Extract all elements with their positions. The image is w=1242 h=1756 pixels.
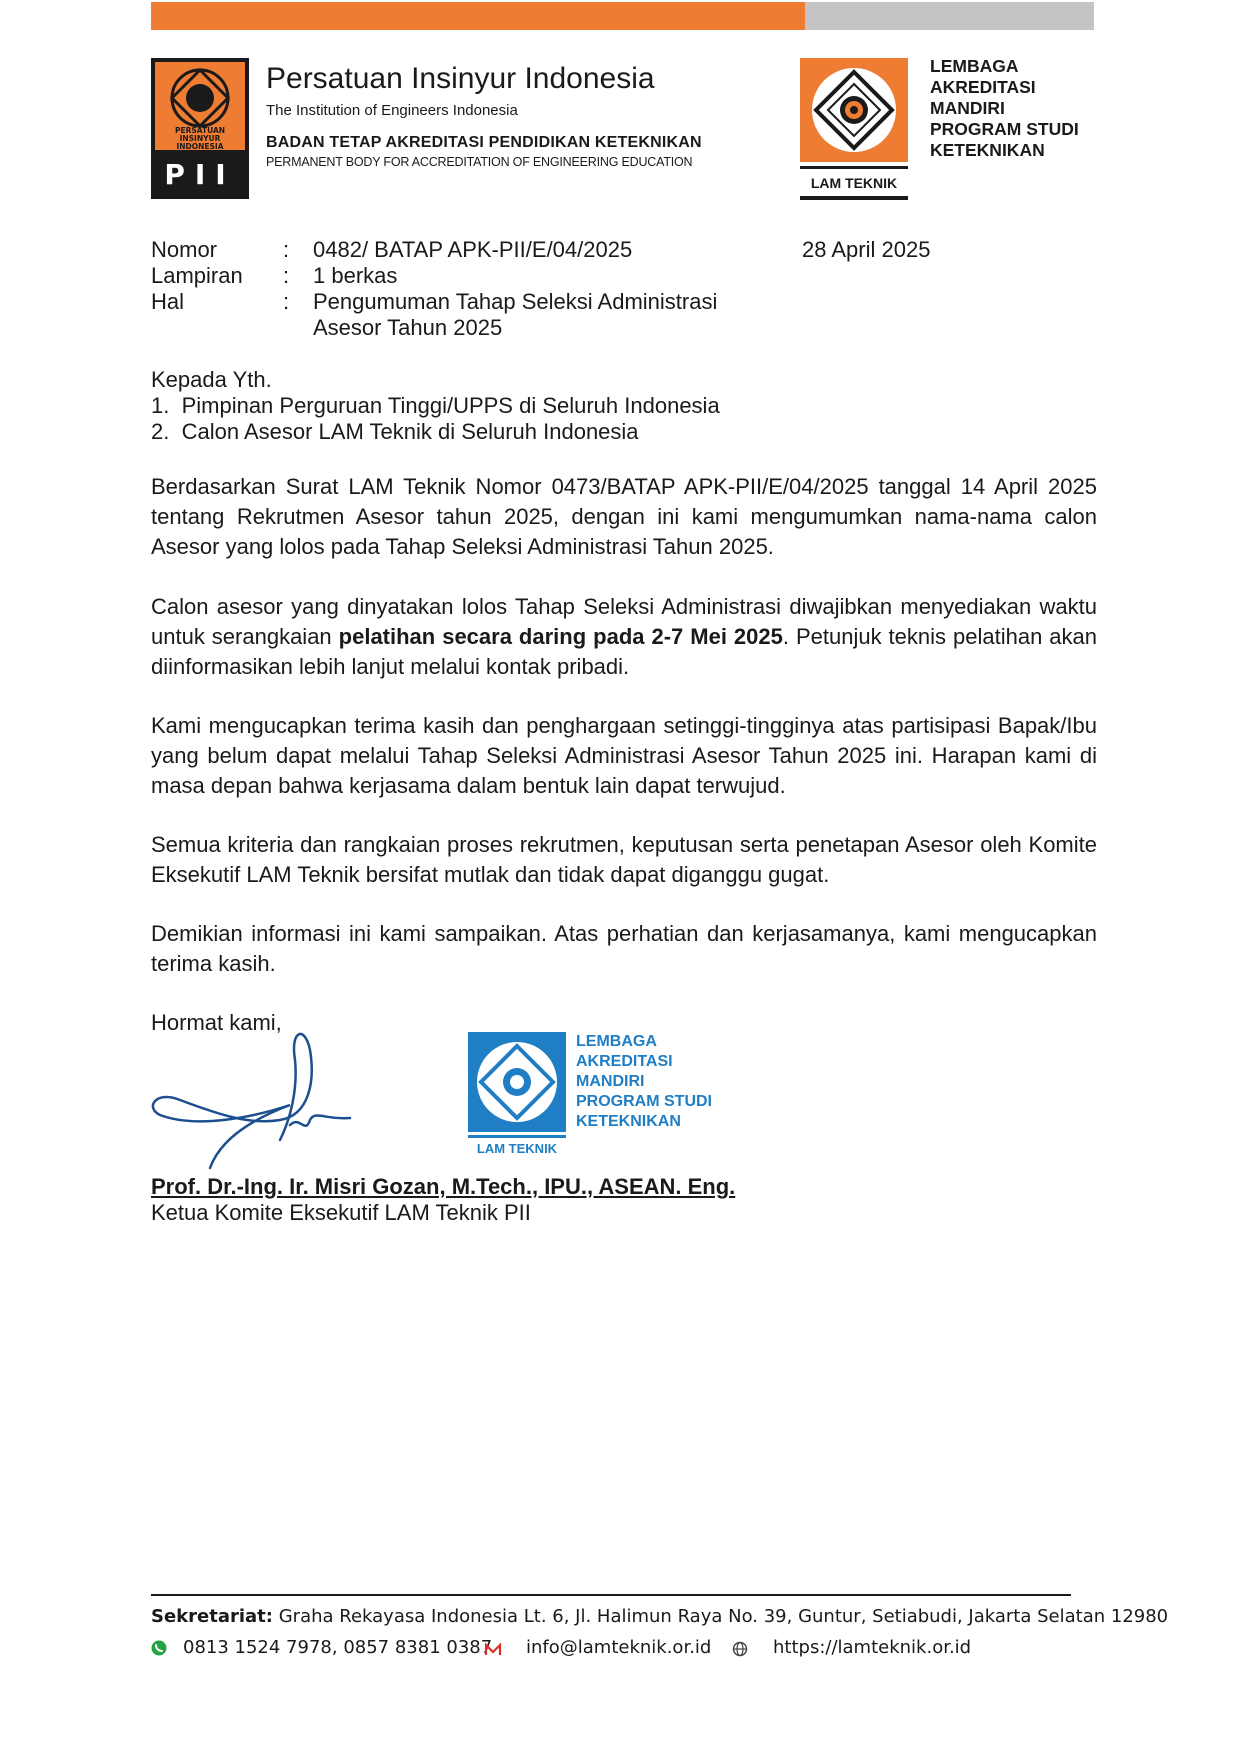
globe-icon [732, 1641, 748, 1657]
lam-name-line: PROGRAM STUDI [930, 119, 1079, 139]
signatory-name: Prof. Dr.-Ing. Ir. Misri Gozan, M.Tech., IPU., ASEAN. Eng. [151, 1174, 736, 1199]
footer-email[interactable]: info@lamteknik.or.id [526, 1637, 712, 1658]
stamp-line: MANDIRI [576, 1073, 645, 1090]
pii-logo-graphic [151, 58, 249, 199]
body-name-en: PERMANENT BODY FOR ACCREDITATION OF ENGINEERING EDUCATION [266, 155, 693, 169]
lam-name [930, 56, 1079, 161]
pii-logo-line-3: INDONESIA [176, 142, 224, 151]
lampiran-colon: : [283, 263, 290, 288]
footer-phone: 0813 1524 7978, 0857 8381 0387 [183, 1637, 493, 1658]
email-icon [484, 1642, 502, 1656]
pii-logo-acronym: PII [164, 158, 236, 191]
hal-label: Hal [151, 289, 185, 314]
header-bar-orange [151, 2, 805, 30]
lam-name-line: LEMBAGA [930, 56, 1019, 76]
pii-logo-line-1: PERSATUAN [174, 126, 226, 135]
hal-colon: : [283, 289, 290, 314]
body-paragraph-2-start: Calon asesor yang dinyatakan lolos Tahap Seleksi Administrasi diwajibkan menyediakan waktu untuk serangkaian [151, 594, 1097, 649]
body-paragraph-3: Kami mengucapkan terima kasih dan penghargaan setinggi-tingginya atas partisipasi Bapak/Ibu yang belum dapat melalui Tahap Seleksi Administrasi Asesor Tahun 2025 ini. Harapan kami di masa depan bahwa kerjasama dalam bentuk lain dapat terwujud. [151, 713, 1097, 798]
closing: Hormat kami, [151, 1010, 282, 1035]
stamp-line: PROGRAM STUDI [576, 1093, 712, 1110]
handwritten-signature [140, 1020, 380, 1170]
footer-address-text: Graha Rekayasa Indonesia Lt. 6, Jl. Halimun Raya No. 39, Guntur, Setiabudi, Jakarta Selatan 12980 [278, 1606, 1169, 1627]
body-paragraph-1: Berdasarkan Surat LAM Teknik Nomor 0473/BATAP APK-PII/E/04/2025 tanggal 14 April 2025 tentang Rekrutmen Asesor tahun 2025, dengan ini kami mengumumkan nama-nama calon Asesor yang lolos pada Tahap Seleksi Administrasi Tahun 2025. [151, 474, 1097, 559]
org-name: Persatuan Insinyur Indonesia [266, 62, 655, 95]
lam-name-line: KETEKNIKAN [930, 140, 1045, 160]
lam-name-line: AKREDITASI [930, 77, 1036, 97]
whatsapp-icon [151, 1640, 167, 1656]
footer-website[interactable]: https://lamteknik.or.id [773, 1637, 972, 1658]
pii-logo-line-2: INSINYUR [179, 134, 221, 143]
body-paragraph-2 [151, 592, 1097, 682]
lam-logo-graphic [800, 58, 910, 200]
lampiran-label: Lampiran [151, 263, 243, 288]
recipient-greeting: Kepada Yth. [151, 367, 272, 392]
training-date-highlight: pelatihan secara daring pada 2-7 Mei 2025 [338, 624, 783, 649]
stamp-line: KETEKNIKAN [576, 1113, 681, 1130]
nomor-label: Nomor [151, 237, 218, 262]
body-name: BADAN TETAP AKREDITASI PENDIDIKAN KETEKNIKAN [266, 134, 702, 151]
lam-stamp [462, 1030, 732, 1160]
footer-address [151, 1606, 1168, 1627]
signatory-title: Ketua Komite Eksekutif LAM Teknik PII [151, 1200, 531, 1225]
letter-date: 28 April 2025 [802, 237, 931, 262]
nomor-colon: : [283, 237, 290, 262]
hal-value-line2: Asesor Tahun 2025 [313, 315, 503, 340]
recipient-item: 2. Calon Asesor LAM Teknik di Seluruh Indonesia [151, 419, 639, 444]
org-name-en: The Institution of Engineers Indonesia [266, 102, 518, 119]
lam-logo-label: LAM TEKNIK [810, 175, 898, 191]
pii-logo [151, 58, 249, 199]
nomor-value: 0482/ BATAP APK-PII/E/04/2025 [313, 237, 633, 262]
lampiran-value: 1 berkas [313, 263, 398, 288]
stamp-graphic [462, 1030, 732, 1160]
body-paragraph-5: Demikian informasi ini kami sampaikan. Atas perhatian dan kerjasamanya, kami mengucapkan terima kasih. [151, 921, 1097, 976]
lam-teknik-logo [800, 58, 910, 200]
footer-label: Sekretariat: [151, 1606, 273, 1627]
lam-name-line: MANDIRI [930, 98, 1005, 118]
recipient-item: 1. Pimpinan Perguruan Tinggi/UPPS di Seluruh Indonesia [151, 393, 720, 418]
stamp-line: AKREDITASI [576, 1053, 673, 1070]
hal-value-line1: Pengumuman Tahap Seleksi Administrasi [313, 289, 718, 314]
body-paragraph-2-end: . Petunjuk teknis pelatihan akan diinformasikan lebih lanjut melalui kontak pribadi. [151, 624, 1098, 679]
header-bar-gray [805, 2, 1094, 30]
stamp-label: LAM TEKNIK [476, 1141, 558, 1156]
stamp-line: LEMBAGA [576, 1033, 657, 1050]
footer-divider [151, 1594, 1071, 1596]
body-paragraph-4: Semua kriteria dan rangkaian proses rekrutmen, keputusan serta penetapan Asesor oleh Komite Eksekutif LAM Teknik bersifat mutlak dan tidak dapat diganggu gugat. [151, 832, 1097, 887]
